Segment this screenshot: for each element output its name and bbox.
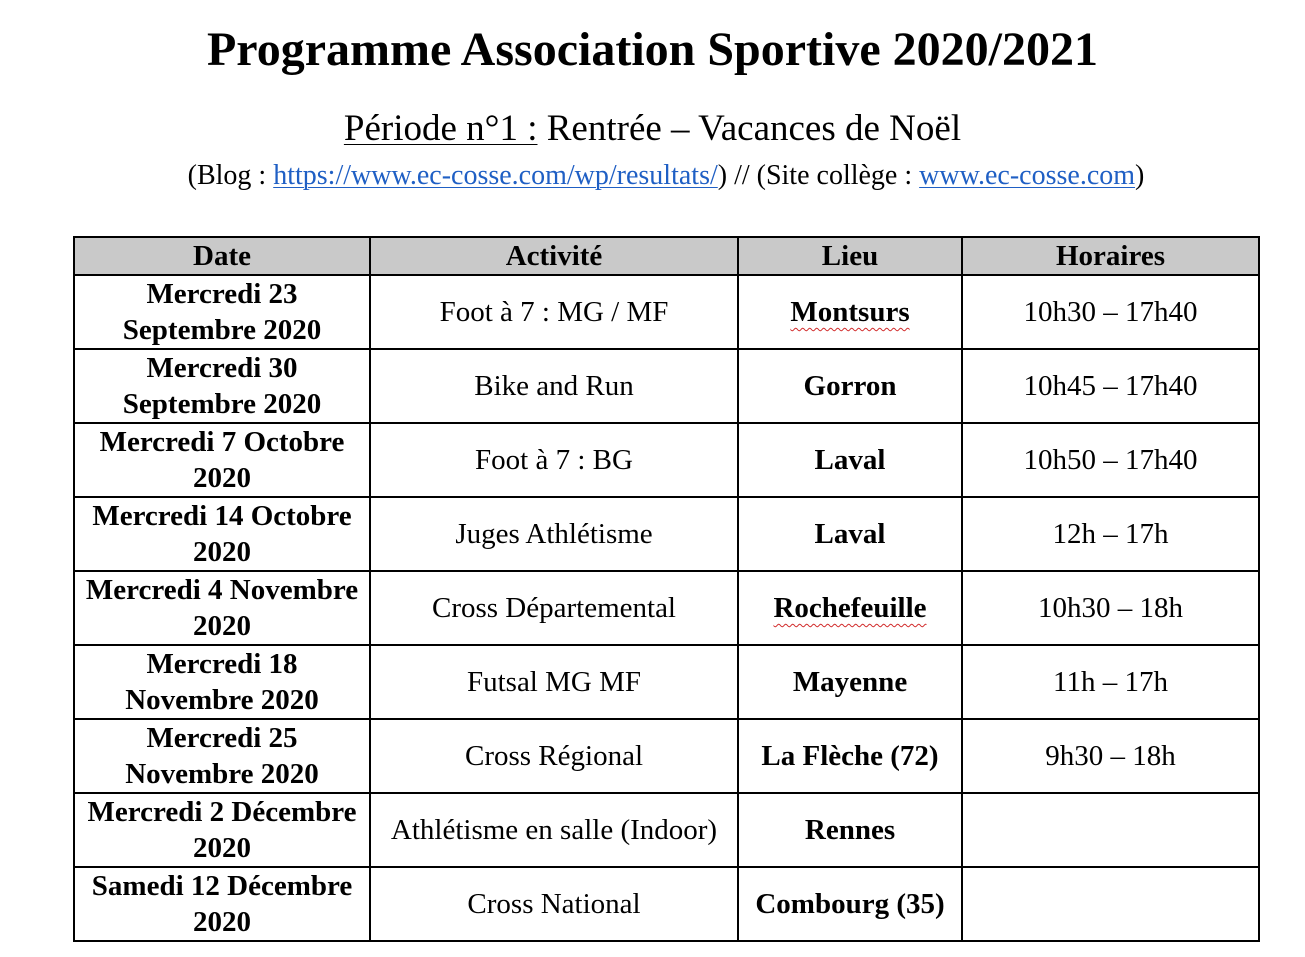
hours-cell: 10h50 – 17h40 [962,423,1259,497]
place-text: Rochefeuille [773,592,927,624]
links-line [0,158,1305,194]
activity-cell: Cross Régional [370,719,738,793]
place-cell: Rennes [738,793,962,867]
date-cell: Mercredi 2 Décembre 2020 [74,793,370,867]
table-row [74,645,1259,719]
activity-cell: Juges Athlétisme [370,497,738,571]
place-cell: Laval [738,497,962,571]
table-row [74,867,1259,941]
place-cell: Combourg (35) [738,867,962,941]
activity-cell: Futsal MG MF [370,645,738,719]
hours-cell: 9h30 – 18h [962,719,1259,793]
hours-cell: 10h45 – 17h40 [962,349,1259,423]
links-suffix: ) [1135,160,1145,191]
date-cell: Mercredi 18 Novembre 2020 [74,645,370,719]
blog-link[interactable]: https://www.ec-cosse.com/wp/resultats/ [273,160,718,191]
period-label: Période n°1 : [343,108,538,149]
period-range: Rentrée – Vacances de Noël [537,108,962,149]
table-row [74,571,1259,645]
activity-cell: Athlétisme en salle (Indoor) [370,793,738,867]
table-row [74,793,1259,867]
date-cell: Mercredi 4 Novembre 2020 [74,571,370,645]
hours-cell: 10h30 – 18h [962,571,1259,645]
place-cell: La Flèche (72) [738,719,962,793]
table-row [74,349,1259,423]
date-cell: Samedi 12 Décembre 2020 [74,867,370,941]
activity-text: Bike and Run [474,370,634,402]
site-link[interactable]: www.ec-cosse.com [919,160,1136,191]
date-cell: Mercredi 25 Novembre 2020 [74,719,370,793]
links-separator: ) // (Site collège : [717,160,920,191]
date-cell: Mercredi 14 Octobre 2020 [74,497,370,571]
place-text: Montsurs [790,296,910,328]
table-row [74,423,1259,497]
schedule-table [73,236,1260,942]
place-cell: Mayenne [738,645,962,719]
table-row [74,497,1259,571]
header-activite: Activité [370,237,738,275]
period-subtitle [0,106,1305,152]
place-cell: Laval [738,423,962,497]
header-horaires: Horaires [962,237,1259,275]
page-title: Programme Association Sportive 2020/2021 [206,23,1099,76]
date-cell: Mercredi 7 Octobre 2020 [74,423,370,497]
activity-cell: Cross Départemental [370,571,738,645]
table-row [74,719,1259,793]
place-cell [738,571,962,645]
table-row [74,275,1259,349]
hours-cell: 12h – 17h [962,497,1259,571]
header-lieu: Lieu [738,237,962,275]
table-header-row [74,237,1259,275]
hours-cell: 11h – 17h [962,645,1259,719]
hours-cell [962,793,1259,867]
activity-cell: Foot à 7 : BG [370,423,738,497]
activity-cell [370,349,738,423]
header-date: Date [74,237,370,275]
date-cell: Mercredi 30 Septembre 2020 [74,349,370,423]
activity-cell: Cross National [370,867,738,941]
place-cell [738,275,962,349]
date-cell: Mercredi 23 Septembre 2020 [74,275,370,349]
hours-cell: 10h30 – 17h40 [962,275,1259,349]
activity-cell: Foot à 7 : MG / MF [370,275,738,349]
hours-cell [962,867,1259,941]
place-cell: Gorron [738,349,962,423]
blog-prefix: (Blog : [187,160,274,191]
